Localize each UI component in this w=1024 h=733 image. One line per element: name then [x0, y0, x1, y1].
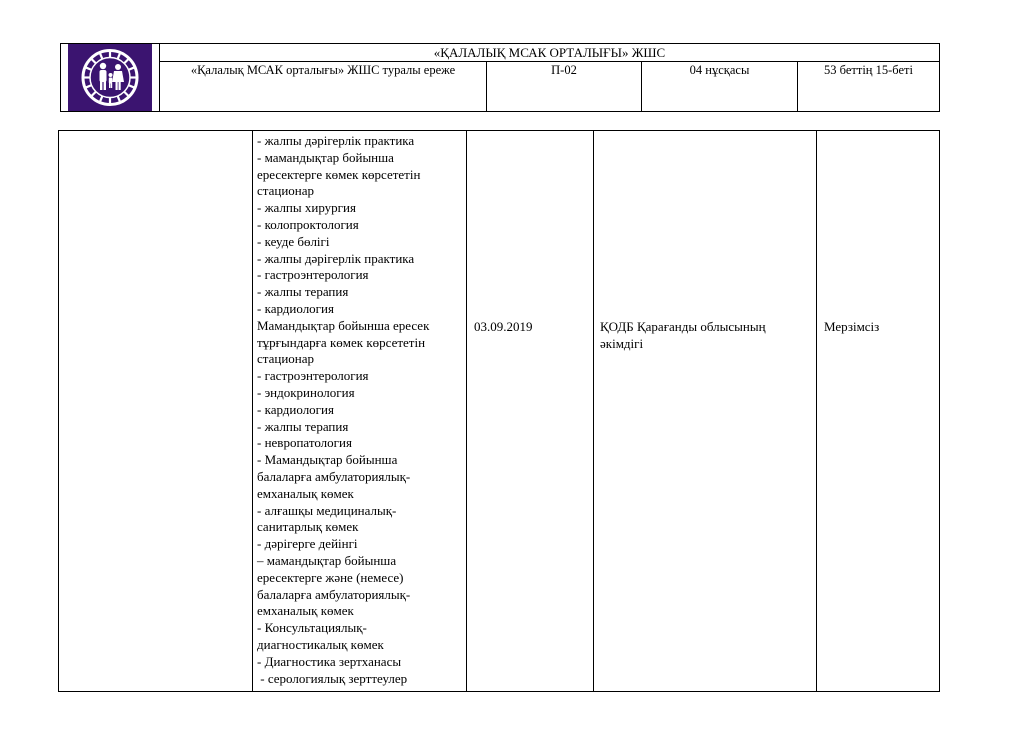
table-cell-validity — [817, 131, 939, 691]
activity-list-item: - кардиология — [257, 300, 334, 316]
document-version: 04 нұсқасы — [642, 62, 798, 111]
activity-list-item: - жалпы дәрігерлік практика — [257, 250, 415, 266]
activity-list-item: - мамандықтар бойынша — [257, 149, 394, 165]
activity-list-item: - серологиялық зерттеулер — [257, 670, 408, 686]
document-title: «Қалалық МСАК орталығы» ЖШС туралы ереже — [160, 62, 487, 111]
organization-name: «ҚАЛАЛЫҚ МСАК ОРТАЛЫҒЫ» ЖШС — [160, 44, 939, 62]
activity-list-item: - дәрігерге дейінгі — [257, 536, 358, 552]
activity-list — [253, 131, 466, 687]
activity-list-item: - жалпы терапия — [257, 284, 349, 300]
organization-logo — [68, 44, 152, 111]
activity-list-item: балаларға амбулаториялық- — [257, 468, 411, 484]
activity-list-item: диагностикалық көмек — [257, 636, 384, 652]
activity-list-item: - гастроэнтерология — [257, 368, 369, 384]
activity-list-item: - кеуде бөлігі — [257, 233, 330, 249]
activity-list-item: - невропатология — [257, 435, 352, 451]
activity-list-item: стационар — [257, 183, 315, 199]
activity-list-item: – мамандықтар бойынша — [257, 552, 397, 568]
activity-list-item: емханалық көмек — [257, 603, 354, 619]
activity-list-item: санитарлық көмек — [257, 519, 359, 535]
issuer-line: ҚОДБ Қарағанды облысының — [600, 319, 766, 334]
activity-list-item: - жалпы хирургия — [257, 200, 356, 216]
activity-list-item: - жалпы дәрігерлік практика — [257, 133, 415, 148]
activity-list-item: - кардиология — [257, 401, 334, 417]
document-code: П-02 — [487, 62, 642, 111]
table-cell-number — [59, 131, 253, 691]
table-cell-issuer — [594, 131, 817, 691]
table-cell-activities — [253, 131, 467, 691]
activity-list-item: ересектерге және (немесе) — [257, 569, 404, 585]
activity-list-item: - Диагностика зертханасы — [257, 653, 402, 669]
validity-period: Мерзімсіз — [824, 319, 880, 334]
activity-list-item: - жалпы терапия — [257, 418, 349, 434]
issuer-line: әкімдігі — [600, 335, 644, 351]
activity-list-item: емханалық көмек — [257, 485, 354, 501]
activity-list-item: балаларға амбулаториялық- — [257, 586, 411, 602]
activity-list-item: тұрғындарға көмек көрсететін — [257, 334, 426, 350]
family-emblem-icon — [68, 44, 152, 111]
logo-cell — [61, 44, 160, 111]
page-indicator: 53 беттің 15-беті — [824, 63, 913, 77]
activity-list-item: - Консультациялық- — [257, 620, 367, 636]
issue-date: 03.09.2019 — [474, 319, 533, 334]
activity-list-item: ересектерге көмек көрсететін — [257, 166, 421, 182]
activity-list-item: стационар — [257, 351, 315, 367]
license-table — [58, 130, 940, 692]
activity-list-item: Мамандықтар бойынша ересек — [257, 317, 430, 333]
document-header — [60, 43, 940, 112]
issuer — [600, 319, 805, 353]
activity-list-item: - колопроктология — [257, 216, 359, 232]
table-cell-date — [467, 131, 594, 691]
activity-list-item: - эндокринология — [257, 384, 355, 400]
activity-list-item: - алғашқы медициналық- — [257, 502, 397, 518]
activity-list-item: - Мамандықтар бойынша — [257, 452, 398, 468]
activity-list-item: - гастроэнтерология — [257, 267, 369, 283]
